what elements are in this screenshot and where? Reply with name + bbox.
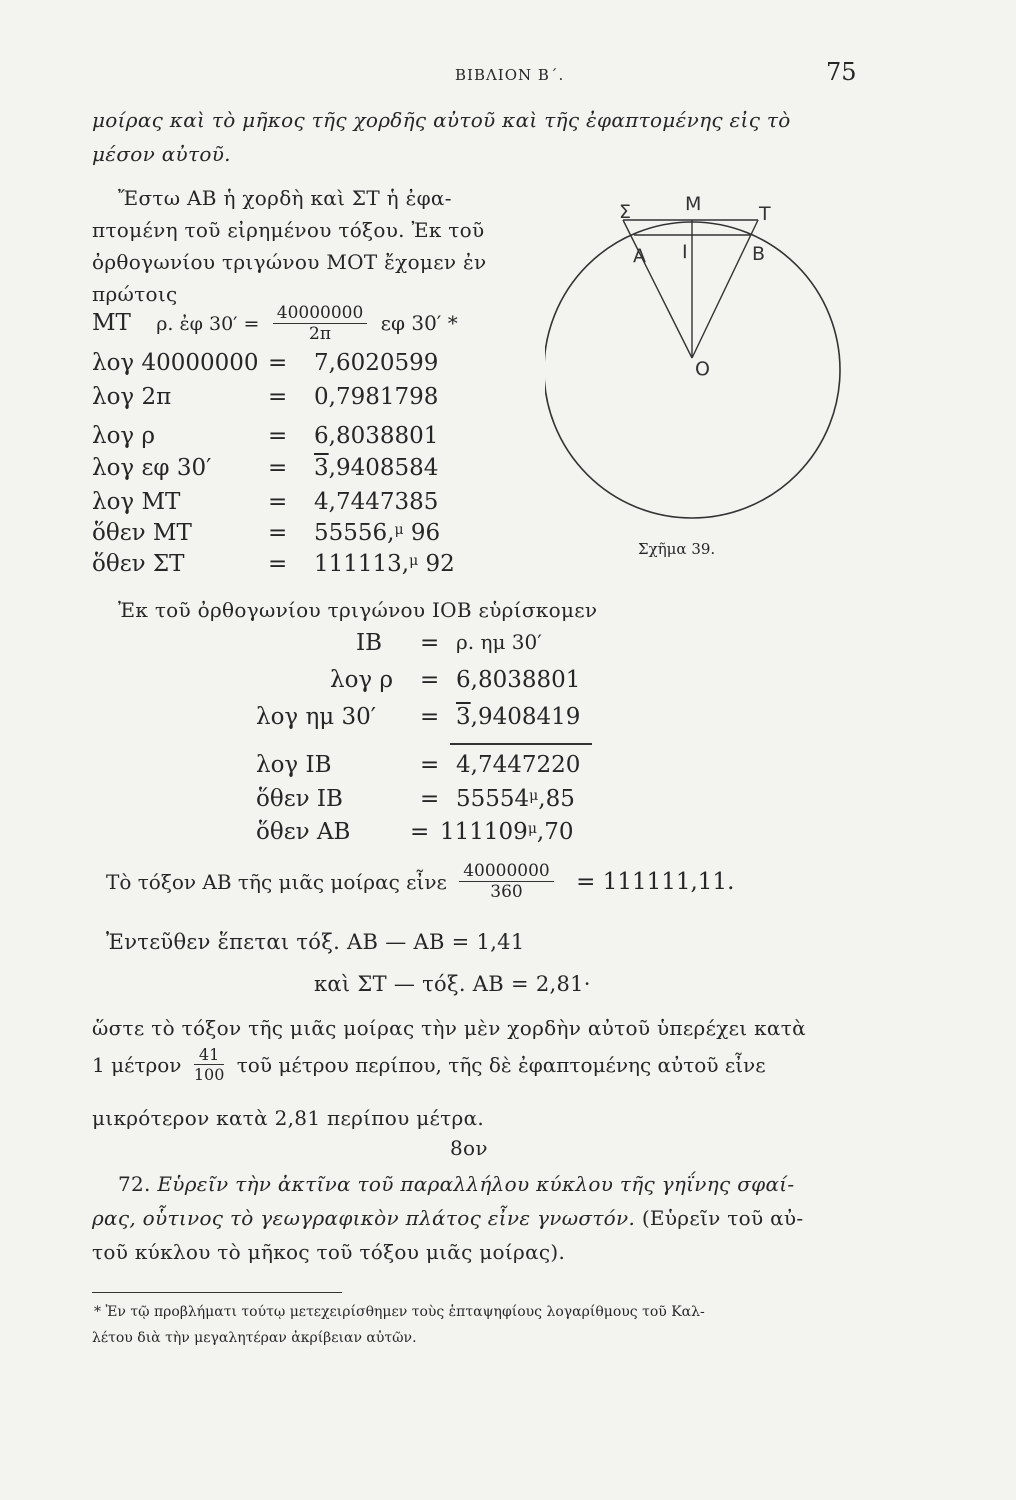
calc1-sign-0: = [268,350,288,376]
label-a: Α [633,245,646,267]
calc2-label-4: ὅθεν ΙΒ [256,786,343,812]
problem-line1-italic: Εὑρεῖν τὴν ἀκτῖνα τοῦ παραλλήλου κύκλου τῆς γηΐνης σφαί- [157,1172,795,1196]
calc1-value-5 [314,520,440,546]
calc1-value-6 [314,551,455,577]
calc1-sign-3: = [268,455,288,481]
arc-frac-num: 40000000 [459,862,554,882]
calc2-value-5-sup: μ [527,821,537,837]
calc2-value-5-main: 111109 [440,819,528,845]
calc2-label-0: ΙΒ [356,630,382,656]
calc1-label-4: λογ ΜΤ [92,489,181,515]
problem-number: 72. [118,1172,151,1196]
equation-mt [92,304,458,344]
footnote-line-1: * Ἐν τῷ προβλήματι τούτῳ μετεχειρίσθημεν τοὺς ἑπταψηφίους λογαρίθμους τοῦ Καλ- [94,1304,705,1320]
calc2-sign-4: = [420,786,440,812]
arc-fraction [459,862,554,902]
follow-line-1: Ἐντεῦθεν ἕπεται τόξ. ΑΒ — ΑΒ = 1,41 [106,930,525,954]
para3-frac-num: 41 [194,1046,225,1065]
eq-mt-factor: ρ. ἐφ 30′ = [156,313,260,336]
calc2-value-0: ρ. ημ 30′ [456,630,542,654]
label-t: Τ [759,203,771,225]
calc2-sign-3: = [420,752,440,778]
intro-line-2: μέσον αὐτοῦ. [92,142,231,166]
problem-line2-italic: ρας, οὗτινος τὸ γεωγραφικὸν πλάτος εἶνε γνωστόν. [92,1206,636,1230]
para3-frac-den: 100 [193,1064,225,1084]
sum-rule [450,743,592,745]
calc2-value-4-tail: ,85 [538,786,575,812]
page-number: 75 [826,58,857,86]
calc1-sign-5: = [268,520,288,546]
calc1-sign-1: = [268,384,288,410]
para2-line: Ἐκ τοῦ ὀρθογωνίου τριγώνου ΙΟΒ εὑρίσκομεν [118,598,598,622]
para3-line-1: ὥστε τὸ τόξον τῆς μιᾶς μοίρας τὴν μὲν χορδὴν αὐτοῦ ὑπερέχει κατὰ [92,1016,806,1040]
calc1-label-2: λογ ρ [92,423,156,449]
label-m: Μ [685,193,702,215]
calc1-value-6-tail: 92 [418,551,455,577]
para1-line-2: πτομένη τοῦ εἰρημένου τόξου. Ἐκ τοῦ [92,218,485,242]
arc-sentence [106,862,734,902]
calc1-sign-2: = [268,423,288,449]
eq-mt-frac-num: 40000000 [273,304,368,324]
calc2-value-2 [456,704,580,730]
eq-mt-lhs: ΜΤ [92,310,131,337]
calc1-label-1: λογ 2π [92,384,172,410]
calc2-label-1: λογ ρ [330,667,394,693]
para3-line-3: μικρότερον κατὰ 2,81 περίπου μέτρα. [92,1106,485,1130]
calc1-sign-4: = [268,489,288,515]
problem-line-1 [118,1172,794,1196]
label-i: Ι [682,241,688,263]
para3-line2-pre: 1 μέτρον [92,1052,182,1077]
calc2-value-3: 4,7447220 [456,752,581,778]
para3-line-2 [92,1046,766,1084]
label-o: Ο [695,358,710,380]
para3-line2-post: τοῦ μέτρου περίπου, τῆς δὲ ἐφαπτομένης αὐτοῦ εἶνε [236,1052,766,1077]
calc1-value-4: 4,7447385 [314,489,439,515]
line-to [692,220,758,358]
arc-frac-den: 360 [490,881,523,902]
problem-line-3: τοῦ κύκλου τὸ μῆκος τοῦ τόξου μιᾶς μοίρας). [92,1240,566,1264]
para1-line-4: πρώτοις [92,282,178,306]
calc2-value-4 [456,786,575,812]
calc1-value-3-bar: 3 [314,455,329,481]
calc2-value-4-sup: μ [529,788,539,804]
calc1-label-5: ὅθεν ΜΤ [92,520,192,546]
figure-39-diagram [545,180,855,540]
calc2-value-2-rest: ,9408419 [470,704,581,730]
calc2-value-5-tail: ,70 [536,819,574,845]
calc1-value-6-sup: μ [409,553,419,569]
footnote-rule [92,1292,342,1293]
intro-line-1: μοίρας καὶ τὸ μῆκος τῆς χορδῆς αὐτοῦ καὶ τῆς ἐφαπτομένης εἰς τὸ [92,108,791,132]
label-b: Β [752,243,766,265]
calc2-sign-0: = [420,630,440,656]
calc1-value-5-main: 55556, [314,520,395,546]
calc1-value-6-main: 111113, [314,551,410,577]
calc2-value-5 [440,819,574,845]
calc1-sign-6: = [268,551,288,577]
section-mark: 8ον [450,1136,488,1160]
calc2-value-4-main: 55554 [456,786,530,812]
para1-line-1: Ἔστω ΑΒ ἡ χορδὴ καὶ ΣΤ ἡ ἐφα- [118,186,452,210]
calc1-value-2: 6,8038801 [314,423,439,449]
calc2-label-5: ὅθεν ΑΒ [256,819,351,845]
arc-post: = 111111,11. [576,869,735,896]
para3-fraction [194,1046,225,1084]
footnote-line-2: λέτου διὰ τὴν μεγαλητέραν ἀκρίβειαν αὐτῶν. [92,1330,417,1346]
follow-line-2: καὶ ΣΤ — τόξ. ΑΒ = 2,81· [314,972,591,996]
calc1-label-6: ὅθεν ΣΤ [92,551,185,577]
calc1-value-0: 7,6020599 [314,350,439,376]
calc1-label-3: λογ εφ 30′ [92,455,212,481]
arc-pre: Τὸ τόξον ΑΒ τῆς μιᾶς μοίρας εἶνε [106,870,447,895]
calc1-value-3-rest: ,9408584 [328,455,439,481]
calc1-value-1: 0,7981798 [314,384,439,410]
calc2-value-2-bar: 3 [456,704,471,730]
calc1-value-3 [314,455,438,481]
problem-line2-rest: (Εὑρεῖν τοῦ αὐ- [641,1206,804,1230]
problem-line-2 [92,1206,803,1230]
calc1-value-5-sup: μ [394,522,404,538]
calc2-value-1: 6,8038801 [456,667,581,693]
para1-line-3: ὀρθογωνίου τριγώνου ΜΟΤ ἔχομεν ἐν [92,250,487,274]
calc1-label-0: λογ 40000000 [92,350,259,376]
label-sigma: Σ [619,201,632,223]
eq-mt-rhs: εφ 30′ * [380,311,458,336]
calc1-value-5-tail: 96 [403,520,441,546]
figure-caption: Σχῆμα 39. [638,540,716,558]
calc2-label-2: λογ ημ 30′ [256,704,377,730]
calc2-sign-1: = [420,667,440,693]
running-title: ΒΙΒΛΙΟΝ Β΄. [455,66,565,84]
calc2-sign-5: = [410,819,430,845]
calc2-label-3: λογ ΙΒ [256,752,332,778]
eq-mt-frac-den: 2π [309,323,332,344]
eq-mt-fraction [273,304,368,344]
calc2-sign-2: = [420,704,440,730]
